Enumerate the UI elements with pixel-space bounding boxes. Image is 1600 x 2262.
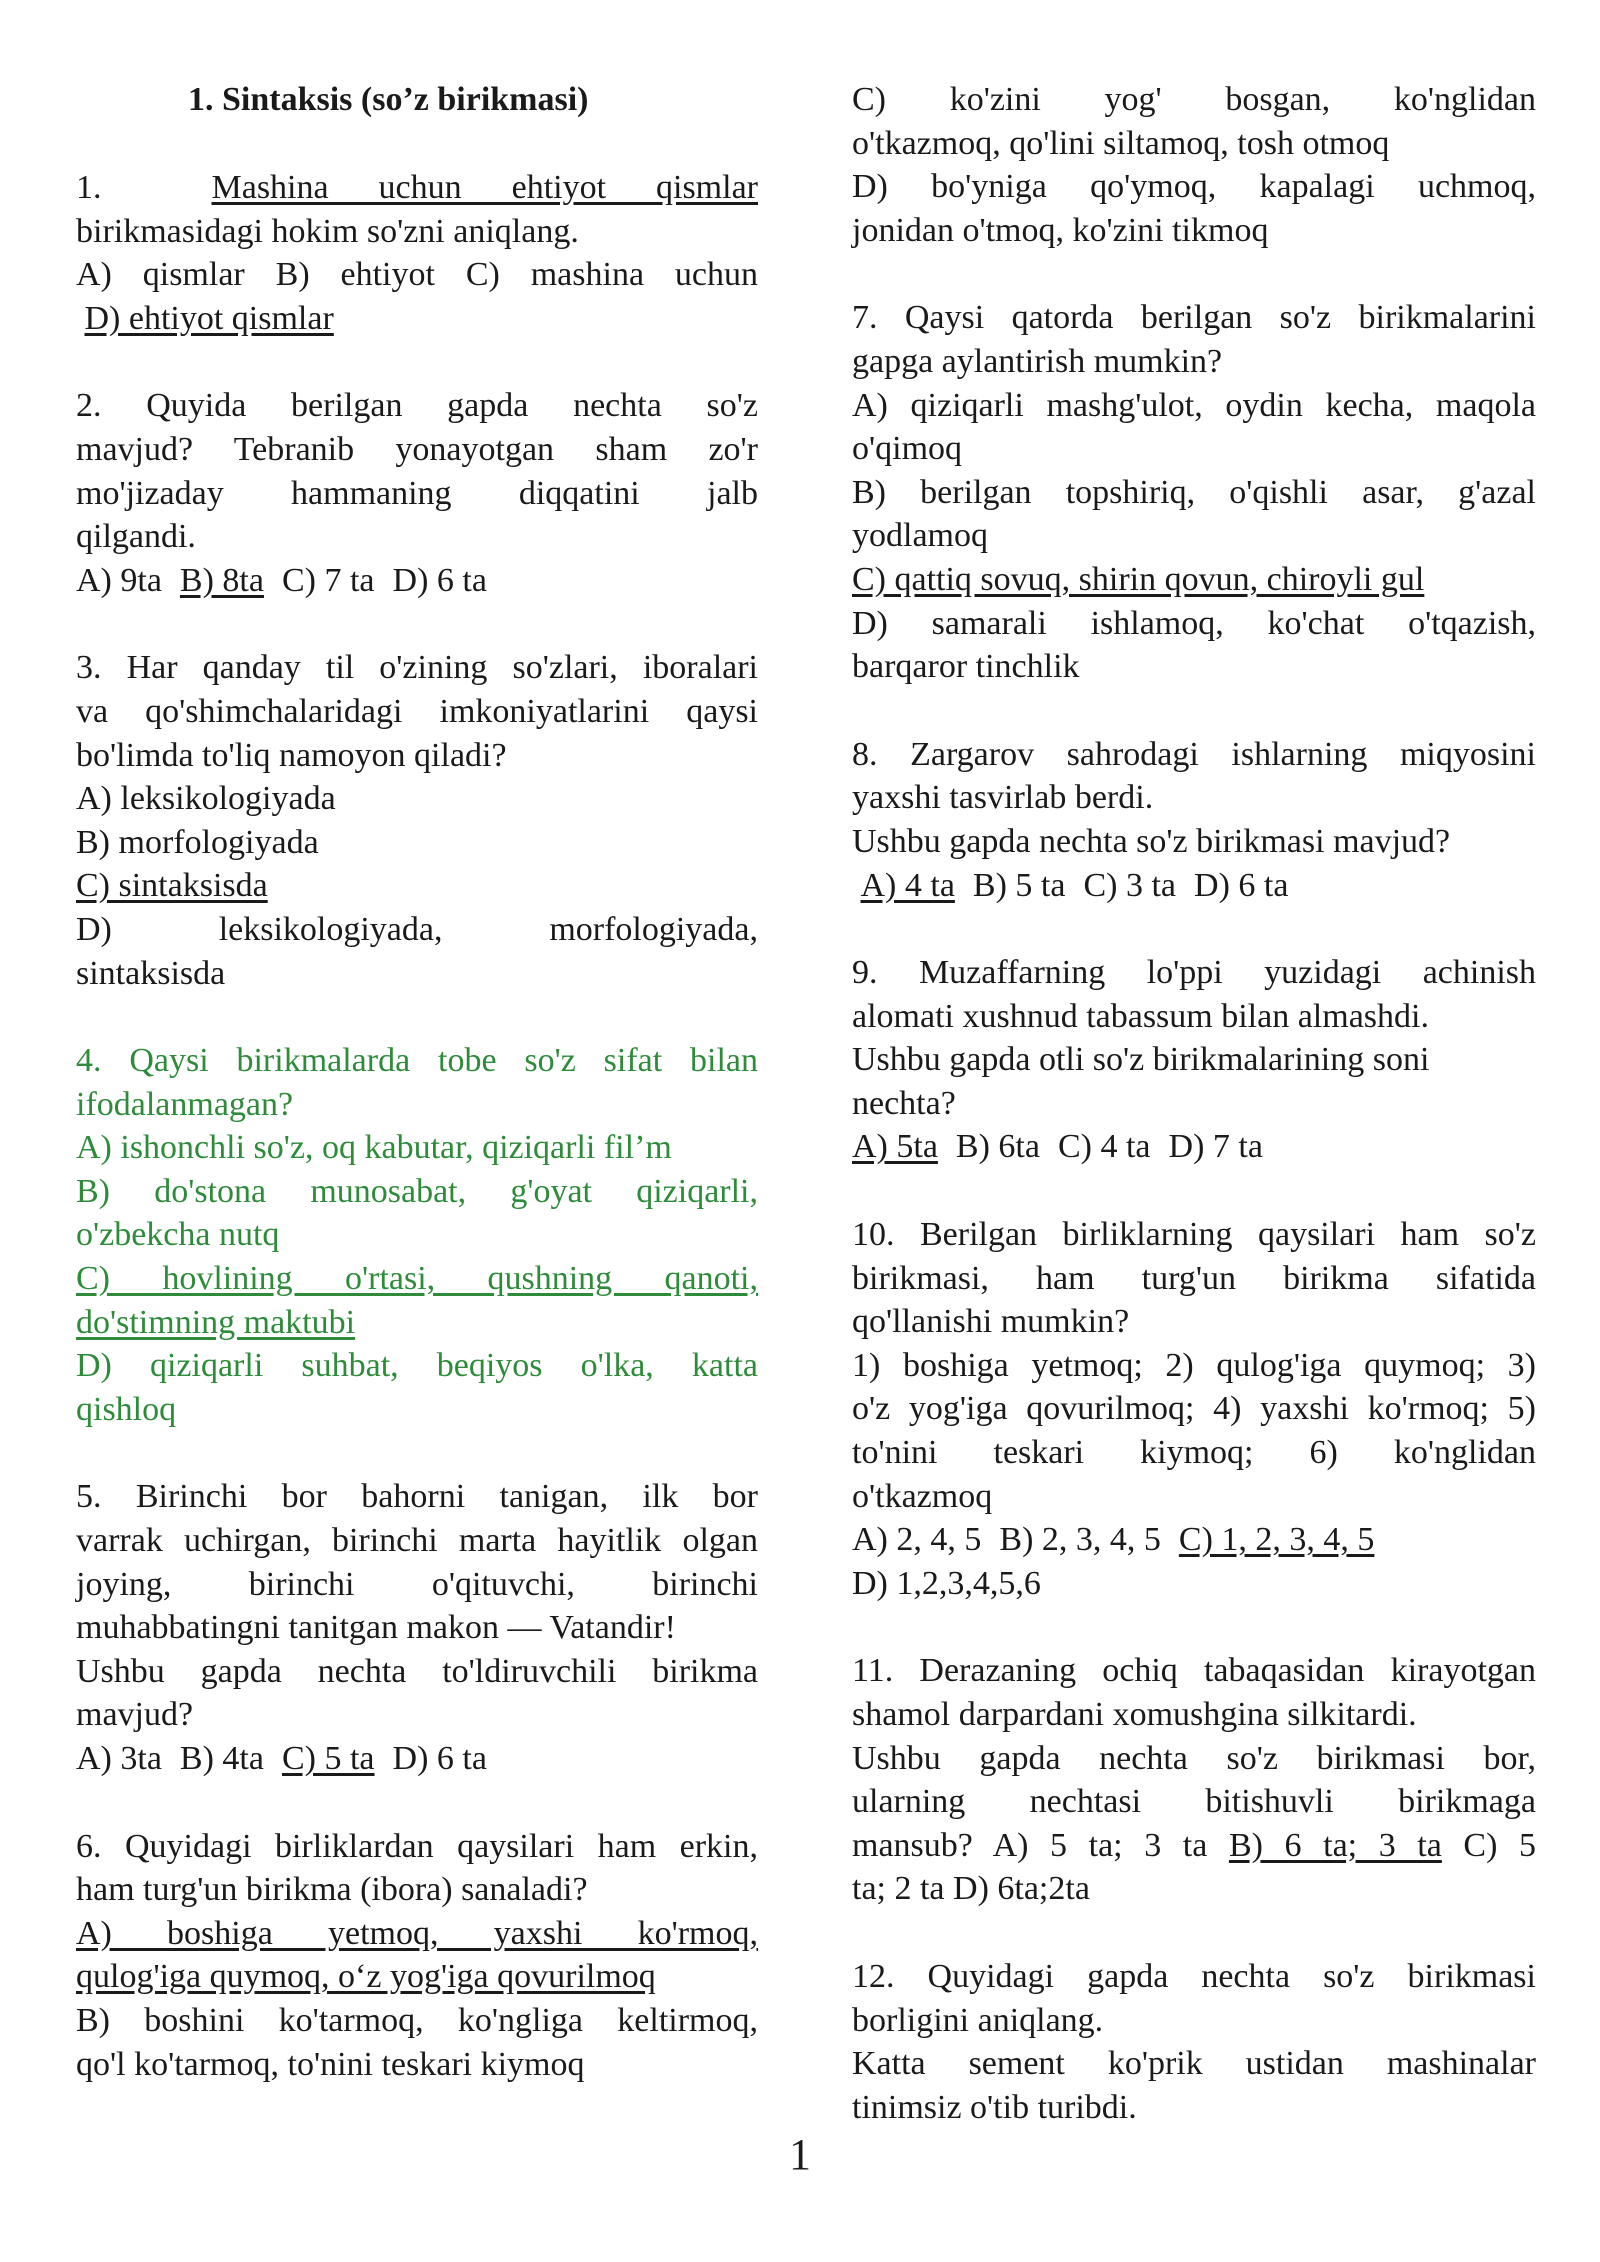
question-text: ifodalanmagan? [76, 1085, 294, 1123]
question-text: 8. Zargarov sahrodagi ishlarning miqyosini [852, 735, 1536, 773]
option-b: B) 2, 3, 4, 5 [999, 1521, 1161, 1559]
option-a: A) leksikologiyada [76, 780, 336, 818]
option-a-correct: A) 5ta [852, 1128, 938, 1166]
right-column [852, 78, 1536, 2129]
question-text: mo'jizaday hammaning diqqatini jalb [76, 474, 758, 512]
option-c-correct: do'stimning maktubi [76, 1303, 356, 1341]
question-text: 4. Qaysi birikmalarda tobe so'z sifat bilan [76, 1042, 758, 1080]
question-11 [852, 1649, 1536, 1911]
option-c: C) mashina uchun [465, 256, 759, 294]
left-column [76, 78, 758, 2086]
question-5 [76, 1475, 758, 1780]
option-b: B) 6ta [955, 1128, 1040, 1166]
question-6-continued [852, 78, 1536, 252]
option-a: A) qiziqarli mashg'ulot, oydin kecha, maqola [852, 386, 1536, 424]
option-d: D) 6 ta [1194, 866, 1289, 904]
option-c-correct: C) sintaksisda [76, 867, 268, 905]
question-text: gapga aylantirish mumkin? [852, 342, 1223, 380]
question-text: 6. Quyidagi birliklardan qaysilari ham erkin, [76, 1827, 758, 1865]
option-b-correct: B) 6 ta; 3 ta [1228, 1826, 1442, 1864]
question-text: mavjud? [76, 1696, 194, 1734]
question-12 [852, 1955, 1536, 2129]
question-text: qo'llanishi mumkin? [852, 1303, 1130, 1341]
option-a-correct: qulog'iga quymoq, o‘z yog'iga qovurilmoq [76, 1958, 656, 1996]
option-a: A) ishonchli so'z, oq kabutar, qiziqarli fil’m [76, 1129, 672, 1167]
option-d: sintaksisda [76, 954, 226, 992]
question-text: to'nini teskari kiymoq; 6) ko'nglidan [852, 1434, 1536, 1472]
option-b: yodlamoq [852, 517, 988, 555]
option-b: o'zbekcha nutq [76, 1216, 280, 1254]
option-d: jonidan o'tmoq, ko'zini tikmoq [852, 211, 1269, 249]
question-6 [76, 1825, 758, 2087]
question-text: 1) boshiga yetmoq; 2) qulog'iga quymoq; 3) [852, 1346, 1536, 1384]
question-text: ham turg'un birikma (ibora) sanaladi? [76, 1871, 588, 1909]
question-text: 12. Quyidagi gapda nechta so'z birikmasi [852, 1957, 1536, 1995]
option-c-correct: C) 5 ta [281, 1740, 375, 1777]
question-text: borligini aniqlang. [852, 2001, 1104, 2039]
question-2 [76, 384, 758, 602]
question-text: alomati xushnud tabassum bilan almashdi. [852, 997, 1429, 1035]
question-8 [852, 733, 1536, 907]
question-text: o'z yog'iga qovurilmoq; 4) yaxshi ko'rmoq; 5) [852, 1390, 1536, 1428]
option-d: D) samarali ishlamoq, ko'chat o'tqazish, [852, 604, 1536, 642]
option-c-correct: C) qattiq sovuq, shirin qovun, chiroyli gul [852, 560, 1425, 598]
option-b-correct: B) 8ta [179, 561, 264, 599]
option-c: C) 7 ta [281, 561, 375, 599]
option-b: B) boshini ko'tarmoq, ko'ngliga keltirmoq, [76, 2001, 758, 2039]
option-c: C) 4 ta [1057, 1128, 1151, 1166]
option-c: C) 3 ta [1083, 866, 1177, 904]
option-a-correct: A) boshiga yetmoq, yaxshi ko'rmoq, [76, 1914, 758, 1952]
answer-options [76, 253, 758, 297]
question-text: Katta sement ko'prik ustidan mashinalar [852, 2045, 1536, 2083]
option-a-correct: A) 4 ta [860, 866, 955, 904]
option-c: C) 5 [1463, 1826, 1537, 1864]
question-text: 9. Muzaffarning lo'ppi yuzidagi achinish [852, 954, 1536, 992]
question-text: 11. Derazaning ochiq tabaqasidan kirayotgan [852, 1652, 1536, 1690]
option-d: D) qiziqarli suhbat, beqiyos o'lka, katta [76, 1347, 758, 1385]
answer-options: ta; 2 ta D) 6ta;2ta [852, 1870, 1090, 1908]
answer-options [852, 864, 1536, 908]
answer-options [76, 559, 758, 603]
answer-options [852, 1824, 1536, 1868]
option-d: D) 1,2,3,4,5,6 [852, 1564, 1041, 1602]
option-b: qo'l ko'tarmoq, to'nini teskari kiymoq [76, 2045, 585, 2083]
option-d: D) 6 ta [392, 1740, 487, 1777]
option-b: B) ehtiyot [275, 256, 435, 294]
question-9 [852, 951, 1536, 1169]
option-a: o'qimoq [852, 430, 963, 468]
question-text: qilgandi. [76, 518, 196, 556]
question-text: shamol darpardani xomushgina silkitardi. [852, 1696, 1417, 1733]
question-text: muhabbatingni tanitgan makon — Vatandir! [76, 1609, 676, 1647]
option-c: C) ko'zini yog' bosgan, ko'nglidan [852, 81, 1536, 118]
question-text: Ushbu gapda nechta so'z birikmasi mavjud? [852, 822, 1451, 860]
question-text: tinimsiz o'tib turibdi. [852, 2088, 1137, 2126]
question-text: Ushbu gapda nechta so'z birikmasi bor, [852, 1739, 1536, 1777]
option-d: D) leksikologiyada, morfologiyada, [76, 910, 758, 948]
question-text: 5. Birinchi bor bahorni tanigan, ilk bor [76, 1478, 758, 1516]
answer-options [852, 1518, 1536, 1562]
answer-options [76, 1737, 758, 1781]
question-text: 7. Qaysi qatorda berilgan so'z birikmalarini [852, 299, 1536, 337]
option-a: A) 3ta [76, 1740, 162, 1777]
section-title: 1. Sintaksis (so’z birikmasi) [188, 81, 589, 118]
answer-options [852, 1125, 1536, 1169]
option-d: D) 6 ta [392, 561, 487, 599]
question-text: mavjud? Tebranib yonayotgan sham zo'r [76, 430, 758, 468]
question-text: Ushbu gapda nechta to'ldiruvchili birikma [76, 1652, 758, 1690]
question-text: o'tkazmoq [852, 1477, 993, 1515]
question-text: yaxshi tasvirlab berdi. [852, 779, 1154, 817]
question-number: 1. [76, 169, 102, 206]
question-text: 2. Quyida berilgan gapda nechta so'z [76, 387, 758, 425]
question-3 [76, 646, 758, 995]
question-text: ularning nechtasi bitishuvli birikmaga [852, 1783, 1536, 1821]
option-a: A) 2, 4, 5 [852, 1521, 982, 1559]
question-4 [76, 1039, 758, 1431]
option-b: B) morfologiyada [76, 823, 319, 861]
question-text: 10. Berilgan birliklarning qaysilari ham so'z [852, 1216, 1536, 1254]
option-c: o'tkazmoq, qo'lini siltamoq, tosh otmoq [852, 124, 1390, 162]
question-text: nechta? [852, 1084, 956, 1122]
option-b: B) 4ta [179, 1740, 264, 1777]
option-d: D) bo'yniga qo'ymoq, kapalagi uchmoq, [852, 168, 1536, 206]
option-b: B) 5 ta [972, 866, 1066, 904]
option-a: mansub? A) 5 ta; 3 ta [852, 1826, 1208, 1864]
option-a: A) 9ta [76, 561, 162, 599]
page-number: 1 [789, 2130, 811, 2179]
question-phrase: Mashina uchun ehtiyot qismlar [211, 169, 758, 206]
question-text: 3. Har qanday til o'zining so'zlari, iboralari [76, 649, 758, 687]
question-10 [852, 1213, 1536, 1605]
question-7 [852, 296, 1536, 688]
question-text: varrak uchirgan, birinchi marta hayitlik olgan [76, 1522, 758, 1560]
option-a: A) qismlar [76, 256, 245, 294]
question-text: birikmasidagi hokim so'zni aniqlang. [76, 212, 579, 250]
option-b: B) do'stona munosabat, g'oyat qiziqarli, [76, 1172, 758, 1210]
option-d: D) 7 ta [1168, 1128, 1263, 1166]
option-d-correct: D) ehtiyot qismlar [84, 299, 334, 337]
question-1 [76, 166, 758, 340]
question-text: va qo'shimchalaridagi imkoniyatlarini qaysi [76, 692, 758, 730]
question-text: joying, birinchi o'qituvchi, birinchi [76, 1565, 758, 1603]
question-text: Ushbu gapda otli so'z birikmalarining soni [852, 1041, 1430, 1079]
option-d: barqaror tinchlik [852, 648, 1080, 686]
option-c-correct: C) 1, 2, 3, 4, 5 [1178, 1521, 1375, 1559]
option-d: qishloq [76, 1390, 177, 1428]
question-text: birikmasi, ham turg'un birikma sifatida [852, 1259, 1536, 1297]
question-text: bo'limda to'liq namoyon qiladi? [76, 736, 507, 774]
option-b: B) berilgan topshiriq, o'qishli asar, g'azal [852, 473, 1536, 511]
option-c-correct: C) hovlining o'rtasi, qushning qanoti, [76, 1260, 758, 1298]
